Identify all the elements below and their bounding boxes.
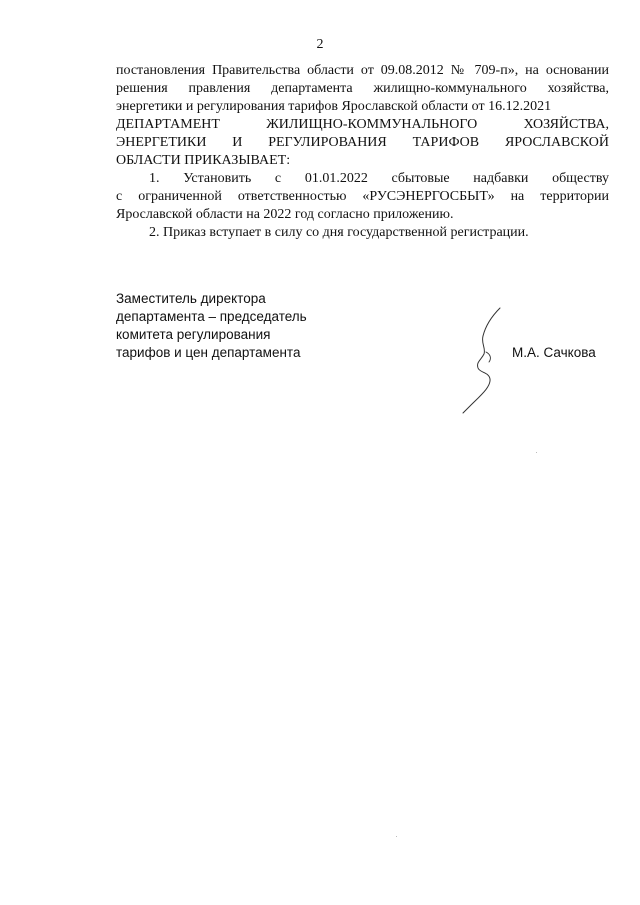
handwritten-signature [456, 302, 516, 414]
body-line: решения правления департамента жилищно-коммунального хозяйства, [116, 81, 609, 96]
clause-1-line: 1. Установить с 01.01.2022 сбытовые надбавки обществу [149, 171, 609, 186]
clause-1-line: Ярославской области на 2022 год согласно приложению. [116, 207, 454, 222]
body-line: постановления Правительства области от 09.08.2012 № 709-п», на основании [116, 63, 609, 78]
signatory-position [116, 290, 307, 362]
position-line: департамента – председатель [116, 309, 307, 324]
signatory-name: М.А. Сачкова [512, 345, 596, 360]
position-line: Заместитель директора [116, 291, 266, 306]
clause-2-line: 2. Приказ вступает в силу со дня государственной регистрации. [149, 225, 529, 240]
order-heading-line: ЭНЕРГЕТИКИ И РЕГУЛИРОВАНИЯ ТАРИФОВ ЯРОСЛАВСКОЙ [116, 135, 609, 150]
position-line: комитета регулирования [116, 327, 271, 342]
order-body [116, 62, 609, 242]
position-line: тарифов и цен департамента [116, 345, 301, 360]
clause-1-line: с ограниченной ответственностью «РУСЭНЕРГОСБЫТ» на территории [116, 189, 609, 204]
body-line: энергетики и регулирования тарифов Ярославской области от 16.12.2021 [116, 99, 552, 114]
scan-speck [536, 452, 537, 453]
order-heading-line: ДЕПАРТАМЕНТ ЖИЛИЩНО-КОММУНАЛЬНОГО ХОЗЯЙСТВА, [116, 117, 609, 132]
page-number: 2 [316, 37, 324, 52]
order-heading-line: ОБЛАСТИ ПРИКАЗЫВАЕТ: [116, 153, 291, 168]
scan-speck [396, 836, 397, 837]
